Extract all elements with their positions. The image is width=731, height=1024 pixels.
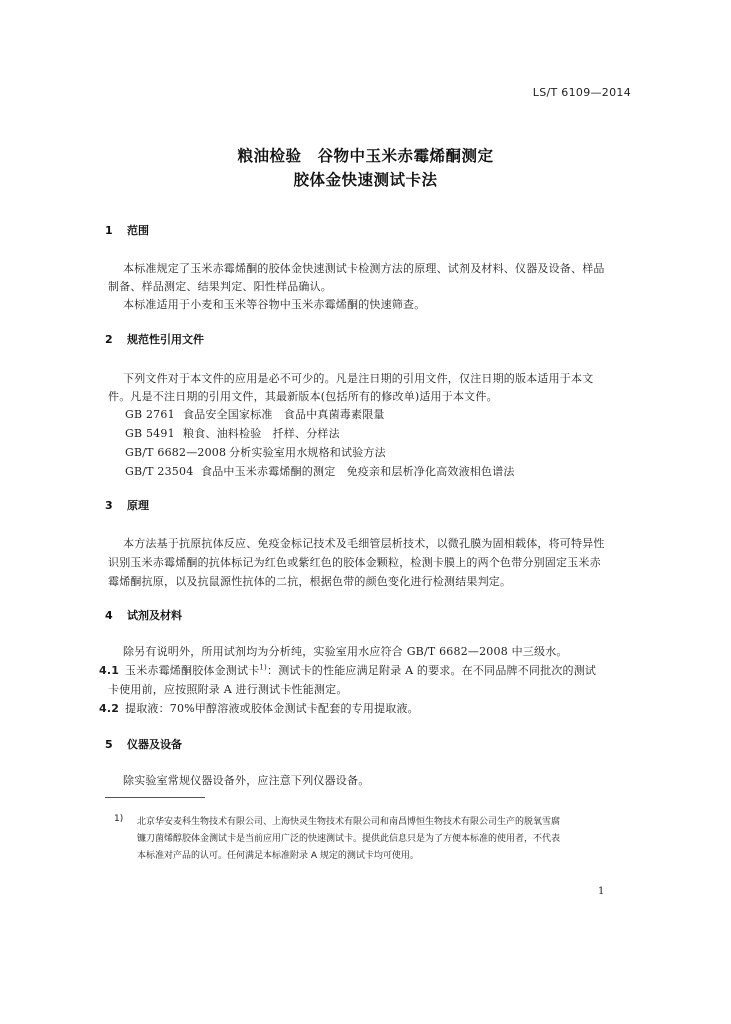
section-1-heading	[105, 222, 149, 238]
section-title: 仪器及设备	[127, 738, 182, 751]
section-3-paragraph-line: 霉烯酮抗原，以及抗鼠源性抗体的二抗，根据色带的颜色变化进行检测结果判定。	[108, 575, 512, 588]
section-3-paragraph-line: 本方法基于抗原抗体反应、免疫金标记技术及毛细管层析技术，以微孔膜为固相载体，将可特异性	[123, 537, 605, 550]
section-number: 1	[105, 224, 113, 237]
section-title: 原理	[127, 499, 149, 512]
section-number: 4	[105, 609, 113, 622]
section-2-heading	[105, 331, 204, 347]
footnote-divider	[105, 797, 205, 798]
normative-reference	[125, 444, 386, 460]
reference-code: GB 2761	[125, 408, 175, 421]
section-1-paragraph-line: 制备、样品测定、结果判定、阳性样品确认。	[108, 280, 332, 293]
clause-4-1-continuation: 卡使用前，应按照附录 A 进行测试卡性能测定。	[108, 683, 348, 696]
section-5-heading	[105, 736, 182, 752]
reference-code: GB/T 6682—2008	[125, 446, 227, 459]
section-4-heading	[105, 607, 182, 623]
section-number: 3	[105, 499, 113, 512]
reference-title: 食品中玉米赤霉烯酮的测定 免疫亲和层析净化高效液相色谱法	[201, 465, 515, 478]
section-1-paragraph-line: 本标准适用于小麦和玉米等谷物中玉米赤霉烯酮的快速筛查。	[123, 298, 426, 311]
document-title-line2: 胶体金快速测试卡法	[293, 171, 438, 189]
clause-number: 4.2	[99, 702, 120, 715]
section-title: 范围	[127, 224, 149, 237]
section-1-paragraph-line: 本标准规定了玉米赤霉烯酮的胶体金快速测试卡检测方法的原理、试剂及材料、仪器及设备、样品	[123, 262, 605, 275]
normative-reference	[125, 406, 385, 422]
standard-code: LS/T 6109—2014	[532, 86, 631, 99]
normative-reference	[125, 425, 340, 441]
footnote-mark: 1)	[114, 814, 124, 824]
clause-number: 4.1	[99, 664, 120, 677]
section-title: 规范性引用文件	[127, 333, 204, 346]
clause-4-2	[99, 700, 419, 716]
page-number: 1	[598, 886, 605, 897]
section-3-heading	[105, 497, 149, 513]
clause-4-1	[99, 662, 596, 678]
reference-code: GB/T 23504	[125, 465, 194, 478]
normative-reference	[125, 463, 515, 479]
document-title-line1: 粮油检验 谷物中玉米赤霉烯酮测定	[237, 147, 494, 165]
reference-title: 食品安全国家标准 食品中真菌毒素限量	[183, 408, 385, 421]
footnote-line: 本标准对产品的认可。任何满足本标准附录 A 规定的测试卡均可使用。	[137, 851, 419, 861]
section-2-paragraph-line: 下列文件对于本文件的应用是必不可少的。凡是注日期的引用文件，仅注日期的版本适用于本文	[123, 372, 594, 385]
clause-text: ：测试卡的性能应满足附录 A 的要求。在不同品牌不同批次的测试	[267, 664, 597, 677]
footnote-reference: 1)	[259, 663, 267, 672]
section-title: 试剂及材料	[127, 609, 182, 622]
reference-title: 粮食、油料检验 扦样、分样法	[183, 427, 340, 440]
clause-text: 玉米赤霉烯酮胶体金测试卡	[125, 664, 260, 677]
section-4-intro: 除另有说明外，所用试剂均为分析纯，实验室用水应符合 GB/T 6682—2008 中三级水。	[123, 645, 568, 658]
section-3-paragraph-line: 识别玉米赤霉烯酮的抗体标记为红色或紫红色的胶体金颗粒，检测卡膜上的两个色带分别固定玉米赤	[108, 556, 601, 569]
section-number: 2	[105, 333, 113, 346]
section-5-intro: 除实验室常规仪器设备外，应注意下列仪器设备。	[123, 774, 370, 787]
footnote-line: 北京华安麦科生物技术有限公司、上海快灵生物技术有限公司和南昌博恒生物技术有限公司生产的脱氧雪腐	[137, 817, 561, 827]
clause-text: 提取液：70%甲醇溶液或胶体金测试卡配套的专用提取液。	[125, 702, 419, 715]
section-number: 5	[105, 738, 113, 751]
section-2-paragraph-line: 件。凡是不注日期的引用文件，其最新版本(包括所有的修改单)适用于本文件。	[108, 390, 498, 403]
reference-code: GB 5491	[125, 427, 175, 440]
reference-title: 分析实验室用水规格和试验方法	[229, 446, 386, 459]
footnote-line: 镰刀菌烯醇胶体金测试卡是当前应用广泛的快速测试卡。提供此信息只是为了方便本标准的使用者，不代表	[137, 834, 561, 844]
